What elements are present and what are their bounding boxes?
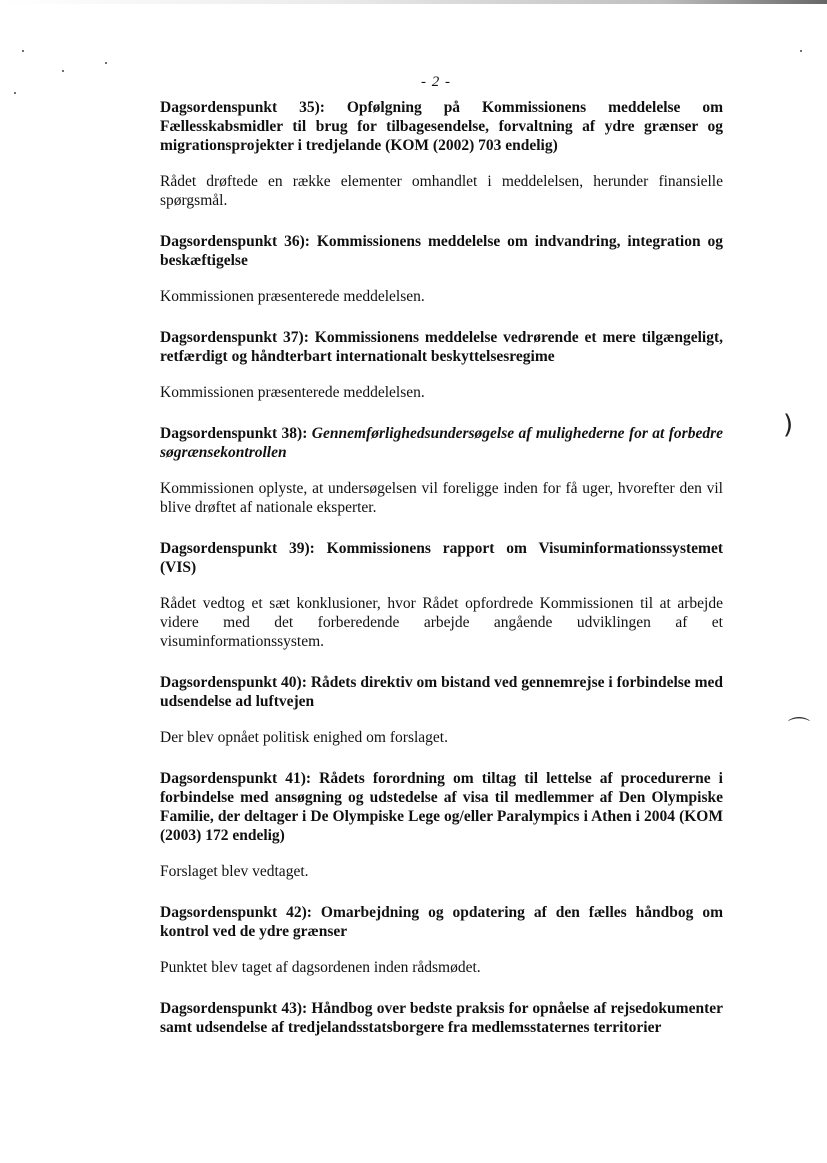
agenda-item-heading xyxy=(160,999,723,1037)
agenda-item xyxy=(160,903,723,977)
scan-artifact-mark: ) xyxy=(783,410,794,440)
scan-speck xyxy=(22,50,24,52)
agenda-item-label: Dagsordenspunkt 37): xyxy=(160,329,309,346)
agenda-item-label: Dagsordenspunkt 38): xyxy=(160,425,308,442)
agenda-item-heading xyxy=(160,539,723,577)
agenda-item-label: Dagsordenspunkt 42): xyxy=(160,904,312,921)
agenda-item-heading xyxy=(160,328,723,366)
agenda-item-heading xyxy=(160,424,723,462)
agenda-item-title: Omarbejdning og opdatering af den fælles håndbog om kontrol ved de ydre grænser xyxy=(160,904,723,940)
agenda-item xyxy=(160,424,723,517)
agenda-item-text: Kommissionen oplyste, at undersøgelsen vil foreligge inden for få uger, hvorefter den vil blive drøftet af nationale eksperter. xyxy=(160,480,723,516)
agenda-item xyxy=(160,539,723,651)
agenda-list xyxy=(160,98,723,1037)
scan-artifact-mark: ⌒ xyxy=(788,717,811,742)
agenda-item xyxy=(160,232,723,306)
agenda-item-heading xyxy=(160,232,723,270)
page-number: - 2 - xyxy=(421,74,451,90)
agenda-item xyxy=(160,999,723,1037)
agenda-item-title: Rådets direktiv om bistand ved gennemrejse i forbindelse med udsendelse ad luftvejen xyxy=(160,674,723,710)
agenda-item-heading xyxy=(160,903,723,941)
agenda-item-heading xyxy=(160,98,723,155)
agenda-item-title: Kommissionens meddelelse om indvandring, integration og beskæftigelse xyxy=(160,233,724,269)
agenda-item-heading xyxy=(160,673,723,711)
agenda-item-heading xyxy=(160,769,723,845)
agenda-item-title: Kommissionens meddelelse vedrørende et mere tilgængeligt, retfærdigt og håndterbart internationalt beskyttelsesregime xyxy=(160,329,723,365)
agenda-item-label: Dagsordenspunkt 41): xyxy=(160,770,312,787)
agenda-item-text: Rådet vedtog et sæt konklusioner, hvor Rådet opfordrede Kommissionen til at arbejde videre med det forberedende arbejde angående udviklingen af et visuminformationssystem. xyxy=(160,595,723,650)
agenda-item xyxy=(160,673,723,747)
agenda-item-text: Punktet blev taget af dagsordenen inden rådsmødet. xyxy=(160,959,481,976)
agenda-item-text: Der blev opnået politisk enighed om forslaget. xyxy=(160,729,448,746)
agenda-item-label: Dagsordenspunkt 40): xyxy=(160,674,307,691)
agenda-item-title: Håndbog over bedste praksis for opnåelse af rejsedokumenter samt udsendelse af tredjelandsstatsborgere fra medlemsstaternes territorier xyxy=(160,1000,723,1036)
agenda-item xyxy=(160,769,723,881)
agenda-item xyxy=(160,328,723,402)
agenda-item-text: Forslaget blev vedtaget. xyxy=(160,863,309,880)
agenda-item-title: Opfølgning på Kommissionens meddelelse om Fællesskabsmidler til brug for tilbagesendelse, forvaltning af ydre grænser og migrationsprojekter i tredjelande (KOM (2002) 703 endelig) xyxy=(160,99,724,154)
agenda-item-label: Dagsordenspunkt 36): xyxy=(160,233,310,250)
agenda-item-text: Rådet drøftede en række elementer omhandlet i meddelelsen, herunder finansielle spørgsmål. xyxy=(160,173,723,209)
agenda-item-title: Rådets forordning om tiltag til lettelse af procedurerne i forbindelse med ansøgning og udstedelse af visa til medlemmer af Den Olympiske Familie, der deltager i De Olympiske Lege og/eller Paralympics i Athen i 2004 (KOM (2003) 172 endelig) xyxy=(160,770,723,844)
agenda-item xyxy=(160,98,723,210)
scan-speck xyxy=(105,62,107,64)
scan-speck xyxy=(800,50,802,52)
scan-top-edge xyxy=(0,0,827,4)
agenda-item-label: Dagsordenspunkt 39): xyxy=(160,540,315,557)
agenda-item-text: Kommissionen præsenterede meddelelsen. xyxy=(160,384,425,401)
agenda-item-label: Dagsordenspunkt 35): xyxy=(160,99,325,116)
agenda-item-label: Dagsordenspunkt 43): xyxy=(160,1000,308,1017)
agenda-item-title: Kommissionens rapport om Visuminformationssystemet (VIS) xyxy=(160,540,723,576)
agenda-item-title: Gennemførlighedsundersøgelse af mulighederne for at forbedre søgrænsekontrollen xyxy=(160,425,723,461)
scan-speck xyxy=(62,70,64,72)
agenda-item-text: Kommissionen præsenterede meddelelsen. xyxy=(160,288,425,305)
scan-speck xyxy=(14,92,16,94)
